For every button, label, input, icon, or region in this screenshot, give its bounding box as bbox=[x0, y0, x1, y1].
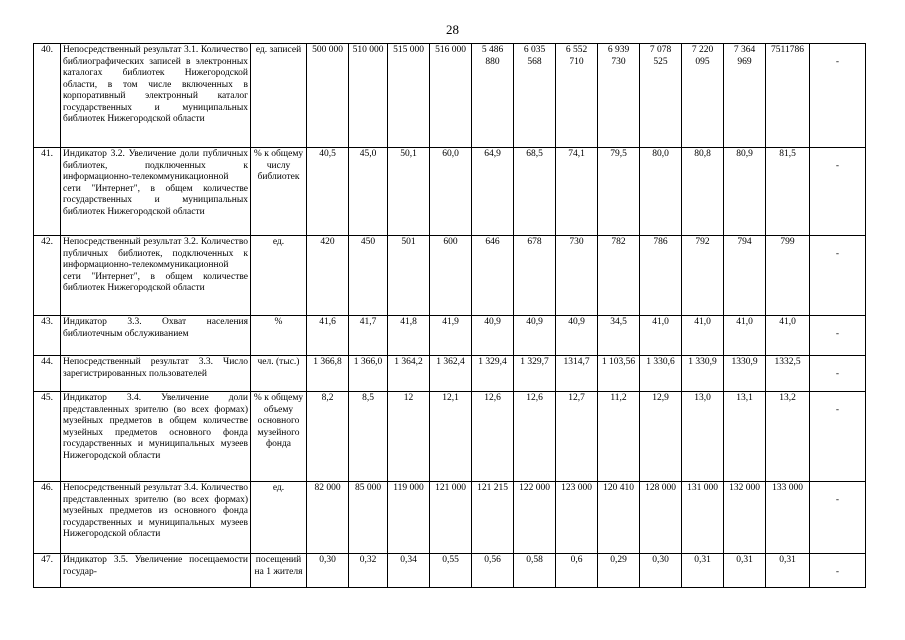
indicator-name bbox=[61, 392, 251, 482]
value-cell bbox=[766, 148, 810, 236]
value-cell-text: 13,0 bbox=[694, 393, 711, 403]
value-cell-text: 40,9 bbox=[568, 317, 585, 327]
value-cell bbox=[472, 148, 514, 236]
value-cell bbox=[766, 356, 810, 392]
value-cell-text: 501 bbox=[401, 237, 416, 247]
value-cell-text: 133 000 bbox=[772, 483, 803, 493]
value-cell-text: 1 329,7 bbox=[520, 357, 549, 367]
value-cell-text: 12,9 bbox=[652, 393, 669, 403]
value-cell bbox=[556, 44, 598, 148]
value-cell-text: 500 000 bbox=[312, 45, 343, 55]
indicator-name-text: Индикатор 3.5. Увеличение посещаемости государ- bbox=[63, 555, 248, 577]
value-cell-text: 7 078 525 bbox=[649, 45, 672, 67]
value-cell-text: 74,1 bbox=[568, 149, 585, 159]
value-cell bbox=[388, 482, 430, 554]
value-cell-text: 0,30 bbox=[652, 555, 669, 565]
value-cell-text: 1 366,8 bbox=[313, 357, 342, 367]
table-row bbox=[34, 554, 866, 588]
value-cell bbox=[349, 236, 388, 316]
value-cell-text: 6 939 730 bbox=[607, 45, 630, 67]
value-cell-text: 120 410 bbox=[603, 483, 634, 493]
value-cell bbox=[640, 392, 682, 482]
unit-cell bbox=[251, 236, 307, 316]
row-number-text: 46. bbox=[41, 483, 53, 493]
row-number bbox=[34, 316, 61, 356]
note-cell bbox=[810, 148, 866, 236]
value-cell bbox=[307, 482, 349, 554]
note-cell bbox=[810, 356, 866, 392]
value-cell bbox=[514, 482, 556, 554]
value-cell bbox=[514, 554, 556, 588]
value-cell-text: 41,8 bbox=[400, 317, 417, 327]
unit-cell-text: % к общему объему основного музейного фонда bbox=[253, 393, 304, 449]
value-cell bbox=[598, 44, 640, 148]
value-cell-text: 1 330,9 bbox=[688, 357, 717, 367]
value-cell bbox=[388, 44, 430, 148]
note-cell bbox=[810, 554, 866, 588]
value-cell-text: 730 bbox=[569, 237, 584, 247]
value-cell-text: 1 330,6 bbox=[646, 357, 675, 367]
note-cell-text: - bbox=[835, 329, 840, 339]
row-number bbox=[34, 236, 61, 316]
unit-cell bbox=[251, 356, 307, 392]
value-cell-text: 40,9 bbox=[484, 317, 501, 327]
value-cell-text: 420 bbox=[320, 237, 335, 247]
value-cell bbox=[766, 482, 810, 554]
value-cell bbox=[472, 236, 514, 316]
note-cell bbox=[810, 316, 866, 356]
row-number-text: 44. bbox=[41, 357, 53, 367]
value-cell bbox=[307, 44, 349, 148]
value-cell-text: 794 bbox=[737, 237, 752, 247]
row-number bbox=[34, 356, 61, 392]
value-cell bbox=[514, 236, 556, 316]
value-cell bbox=[766, 316, 810, 356]
indicator-name-text: Индикатор 3.4. Увеличение доли представленных зрителю (во всех формах) музейных предметов в общем количестве музейных предметов основного фонда государственных и муниципальных музеев Нижегородской области bbox=[63, 393, 248, 461]
value-cell bbox=[598, 482, 640, 554]
value-cell bbox=[556, 316, 598, 356]
value-cell bbox=[556, 482, 598, 554]
value-cell bbox=[556, 236, 598, 316]
note-cell bbox=[810, 482, 866, 554]
value-cell-text: 8,5 bbox=[362, 393, 374, 403]
value-cell-text: 12 bbox=[403, 393, 414, 403]
value-cell bbox=[349, 148, 388, 236]
value-cell-text: 0,30 bbox=[319, 555, 336, 565]
indicator-name bbox=[61, 482, 251, 554]
value-cell bbox=[724, 148, 766, 236]
row-number-text: 40. bbox=[41, 45, 53, 55]
indicator-name bbox=[61, 356, 251, 392]
value-cell-text: 8,2 bbox=[321, 393, 334, 403]
value-cell bbox=[640, 356, 682, 392]
value-cell-text: 41,9 bbox=[442, 317, 459, 327]
value-cell-text: 0,6 bbox=[570, 555, 583, 565]
page-number: 28 bbox=[446, 22, 459, 37]
value-cell bbox=[724, 356, 766, 392]
value-cell-text: 40,5 bbox=[319, 149, 336, 159]
unit-cell bbox=[251, 554, 307, 588]
row-number bbox=[34, 554, 61, 588]
value-cell bbox=[640, 316, 682, 356]
value-cell-text: 12,6 bbox=[526, 393, 543, 403]
row-number bbox=[34, 482, 61, 554]
value-cell-text: 1314,7 bbox=[563, 357, 590, 367]
table-row bbox=[34, 392, 866, 482]
value-cell-text: 6 552 710 bbox=[565, 45, 588, 67]
value-cell-text: 0,58 bbox=[526, 555, 543, 565]
value-cell bbox=[724, 554, 766, 588]
value-cell bbox=[682, 148, 724, 236]
table-row bbox=[34, 356, 866, 392]
note-cell-text: - bbox=[835, 249, 840, 259]
value-cell bbox=[514, 392, 556, 482]
value-cell bbox=[682, 482, 724, 554]
value-cell bbox=[640, 482, 682, 554]
value-cell-text: 7511786 bbox=[771, 45, 804, 55]
note-cell-text: - bbox=[835, 405, 840, 415]
value-cell bbox=[430, 554, 472, 588]
value-cell bbox=[598, 356, 640, 392]
value-cell bbox=[598, 392, 640, 482]
value-cell bbox=[514, 148, 556, 236]
value-cell bbox=[556, 554, 598, 588]
value-cell bbox=[640, 44, 682, 148]
value-cell bbox=[556, 148, 598, 236]
value-cell-text: 0,31 bbox=[736, 555, 753, 565]
value-cell bbox=[388, 148, 430, 236]
value-cell-text: 13,2 bbox=[779, 393, 796, 403]
value-cell bbox=[682, 44, 724, 148]
unit-cell-text: чел. (тыс.) bbox=[257, 357, 300, 367]
row-number bbox=[34, 44, 61, 148]
value-cell bbox=[682, 392, 724, 482]
value-cell-text: 85 000 bbox=[354, 483, 382, 493]
value-cell bbox=[766, 44, 810, 148]
indicator-name bbox=[61, 236, 251, 316]
indicator-name-text: Непосредственный результат 3.4. Количество представленных зрителю (во всех формах) музейных предметов из основного фонда государственных и муниципальных музеев Нижегородской области bbox=[63, 483, 248, 539]
value-cell bbox=[598, 148, 640, 236]
value-cell-text: 119 000 bbox=[393, 483, 424, 493]
note-cell-text: - bbox=[835, 567, 840, 577]
value-cell-text: 41,0 bbox=[652, 317, 669, 327]
value-cell bbox=[307, 554, 349, 588]
value-cell bbox=[349, 482, 388, 554]
value-cell bbox=[640, 554, 682, 588]
note-cell-text: - bbox=[835, 495, 840, 505]
row-number-text: 43. bbox=[41, 317, 53, 327]
row-number bbox=[34, 392, 61, 482]
value-cell bbox=[430, 392, 472, 482]
value-cell-text: 1 329,4 bbox=[478, 357, 507, 367]
value-cell bbox=[430, 148, 472, 236]
value-cell-text: 12,1 bbox=[442, 393, 459, 403]
table-row bbox=[34, 148, 866, 236]
value-cell-text: 7 220 095 bbox=[691, 45, 714, 67]
indicator-name-text: Индикатор 3.2. Увеличение доли публичных библиотек, подключенных к информационно-телекоммуникационной сети "Интернет", в общем количестве государственных и муниципальных библиотек Нижегородской области bbox=[63, 149, 248, 217]
row-number-text: 45. bbox=[41, 393, 53, 403]
value-cell bbox=[472, 392, 514, 482]
value-cell-text: 128 000 bbox=[645, 483, 676, 493]
value-cell-text: 0,55 bbox=[442, 555, 459, 565]
value-cell-text: 121 000 bbox=[435, 483, 466, 493]
value-cell bbox=[307, 392, 349, 482]
table-row bbox=[34, 44, 866, 148]
value-cell-text: 0,29 bbox=[610, 555, 627, 565]
value-cell-text: 0,56 bbox=[484, 555, 501, 565]
value-cell-text: 80,9 bbox=[736, 149, 753, 159]
note-cell-text: - bbox=[835, 57, 840, 67]
indicator-name-text: Непосредственный результат 3.3. Число зарегистрированных пользователей bbox=[63, 357, 248, 379]
value-cell-text: 516 000 bbox=[435, 45, 466, 55]
value-cell bbox=[640, 148, 682, 236]
indicator-name bbox=[61, 316, 251, 356]
unit-cell-text: ед. bbox=[272, 237, 285, 247]
value-cell bbox=[640, 236, 682, 316]
value-cell-text: 132 000 bbox=[729, 483, 760, 493]
value-cell-text: 122 000 bbox=[519, 483, 550, 493]
row-number bbox=[34, 148, 61, 236]
value-cell-text: 13,1 bbox=[736, 393, 753, 403]
indicator-name-text: Непосредственный результат 3.1. Количество библиографических записей в электронных каталогах библиотек Нижегородской области, в том числе включенных в корпоративный электронный каталог государственных и муниципальных библиотек Нижегородской области bbox=[63, 45, 248, 124]
value-cell bbox=[598, 554, 640, 588]
value-cell-text: 80,8 bbox=[694, 149, 711, 159]
value-cell bbox=[766, 554, 810, 588]
value-cell bbox=[430, 316, 472, 356]
value-cell bbox=[724, 44, 766, 148]
value-cell-text: 1 362,4 bbox=[436, 357, 465, 367]
value-cell bbox=[307, 316, 349, 356]
value-cell bbox=[472, 482, 514, 554]
value-cell bbox=[307, 148, 349, 236]
value-cell bbox=[682, 316, 724, 356]
value-cell-text: 786 bbox=[653, 237, 668, 247]
value-cell-text: 11,2 bbox=[610, 393, 627, 403]
value-cell bbox=[349, 392, 388, 482]
value-cell bbox=[724, 316, 766, 356]
value-cell bbox=[388, 236, 430, 316]
value-cell bbox=[598, 316, 640, 356]
indicators-table bbox=[33, 43, 866, 588]
value-cell-text: 646 bbox=[485, 237, 500, 247]
value-cell bbox=[766, 392, 810, 482]
unit-cell-text: % к общему числу библиотек bbox=[253, 149, 304, 182]
value-cell bbox=[472, 356, 514, 392]
indicator-name bbox=[61, 554, 251, 588]
value-cell-text: 64,9 bbox=[484, 149, 501, 159]
value-cell bbox=[472, 554, 514, 588]
indicator-name-text: Непосредственный результат 3.2. Количество публичных библиотек, подключенных к информационно-телекоммуникационной сети "Интернет", в общем количестве библиотек Нижегородской области bbox=[63, 237, 248, 293]
value-cell bbox=[388, 392, 430, 482]
value-cell-text: 40,9 bbox=[526, 317, 543, 327]
value-cell bbox=[349, 554, 388, 588]
value-cell-text: 45,0 bbox=[359, 149, 377, 159]
value-cell bbox=[430, 44, 472, 148]
note-cell-text: - bbox=[835, 161, 840, 171]
value-cell-text: 600 bbox=[443, 237, 458, 247]
value-cell-text: 41,0 bbox=[736, 317, 753, 327]
value-cell bbox=[514, 356, 556, 392]
unit-cell bbox=[251, 44, 307, 148]
value-cell-text: 123 000 bbox=[561, 483, 592, 493]
unit-cell-text: % bbox=[274, 317, 283, 327]
value-cell-text: 68,5 bbox=[526, 149, 543, 159]
unit-cell bbox=[251, 482, 307, 554]
value-cell-text: 1 366,0 bbox=[353, 357, 383, 367]
value-cell-text: 82 000 bbox=[314, 483, 341, 493]
value-cell-text: 34,5 bbox=[610, 317, 627, 327]
value-cell bbox=[724, 482, 766, 554]
value-cell bbox=[682, 554, 724, 588]
value-cell-text: 1330,9 bbox=[731, 357, 758, 367]
value-cell-text: 81,5 bbox=[779, 149, 796, 159]
value-cell bbox=[430, 236, 472, 316]
unit-cell-text: ед. записей bbox=[255, 45, 302, 55]
unit-cell bbox=[251, 392, 307, 482]
value-cell bbox=[388, 356, 430, 392]
value-cell-text: 1332,5 bbox=[774, 357, 801, 367]
unit-cell-text: ед. bbox=[272, 483, 285, 493]
value-cell bbox=[556, 392, 598, 482]
value-cell-text: 12,7 bbox=[568, 393, 585, 403]
value-cell-text: 50,1 bbox=[400, 149, 417, 159]
value-cell-text: 121 215 bbox=[477, 483, 508, 493]
value-cell bbox=[514, 316, 556, 356]
value-cell-text: 80,0 bbox=[652, 149, 669, 159]
value-cell-text: 6 035 568 bbox=[523, 45, 546, 67]
table-row bbox=[34, 482, 866, 554]
note-cell bbox=[810, 44, 866, 148]
value-cell-text: 41,0 bbox=[694, 317, 711, 327]
value-cell-text: 12,6 bbox=[484, 393, 501, 403]
indicator-name bbox=[61, 44, 251, 148]
value-cell bbox=[556, 356, 598, 392]
unit-cell bbox=[251, 316, 307, 356]
value-cell bbox=[682, 356, 724, 392]
value-cell-text: 782 bbox=[611, 237, 626, 247]
value-cell-text: 1 364,2 bbox=[394, 357, 423, 367]
value-cell-text: 41,6 bbox=[319, 317, 336, 327]
value-cell-text: 41,7 bbox=[359, 317, 377, 327]
value-cell-text: 450 bbox=[360, 237, 376, 247]
value-cell bbox=[349, 44, 388, 148]
value-cell bbox=[472, 316, 514, 356]
note-cell bbox=[810, 392, 866, 482]
unit-cell-text: посещений на 1 жителя bbox=[254, 555, 303, 577]
value-cell-text: 0,31 bbox=[694, 555, 711, 565]
value-cell-text: 5 486 880 bbox=[481, 45, 504, 67]
value-cell bbox=[307, 236, 349, 316]
value-cell-text: 678 bbox=[527, 237, 542, 247]
unit-cell bbox=[251, 148, 307, 236]
value-cell bbox=[472, 44, 514, 148]
value-cell bbox=[724, 392, 766, 482]
row-number-text: 41. bbox=[41, 149, 53, 159]
value-cell bbox=[388, 316, 430, 356]
value-cell-text: 79,5 bbox=[610, 149, 627, 159]
value-cell-text: 60,0 bbox=[442, 149, 459, 159]
value-cell bbox=[682, 236, 724, 316]
indicator-name bbox=[61, 148, 251, 236]
value-cell-text: 0,34 bbox=[400, 555, 417, 565]
value-cell bbox=[349, 356, 388, 392]
value-cell bbox=[598, 236, 640, 316]
value-cell-text: 0,31 bbox=[779, 555, 796, 565]
note-cell-text: - bbox=[835, 369, 840, 379]
table-row bbox=[34, 236, 866, 316]
row-number-text: 42. bbox=[41, 237, 53, 247]
indicator-name-text: Индикатор 3.3. Охват населения библиотечным обслуживанием bbox=[63, 317, 248, 339]
value-cell-text: 131 000 bbox=[687, 483, 718, 493]
table-row bbox=[34, 316, 866, 356]
value-cell-text: 792 bbox=[695, 237, 710, 247]
value-cell-text: 799 bbox=[780, 237, 795, 247]
value-cell-text: 0,32 bbox=[359, 555, 377, 565]
value-cell bbox=[430, 482, 472, 554]
value-cell bbox=[349, 316, 388, 356]
value-cell-text: 41,0 bbox=[779, 317, 796, 327]
value-cell-text: 510 000 bbox=[352, 45, 384, 55]
value-cell-text: 7 364 969 bbox=[733, 45, 756, 67]
note-cell bbox=[810, 236, 866, 316]
value-cell bbox=[430, 356, 472, 392]
value-cell-text: 515 000 bbox=[393, 45, 424, 55]
value-cell bbox=[766, 236, 810, 316]
value-cell-text: 1 103,56 bbox=[601, 357, 636, 367]
value-cell bbox=[388, 554, 430, 588]
value-cell bbox=[724, 236, 766, 316]
value-cell bbox=[307, 356, 349, 392]
row-number-text: 47. bbox=[41, 555, 53, 565]
value-cell bbox=[514, 44, 556, 148]
